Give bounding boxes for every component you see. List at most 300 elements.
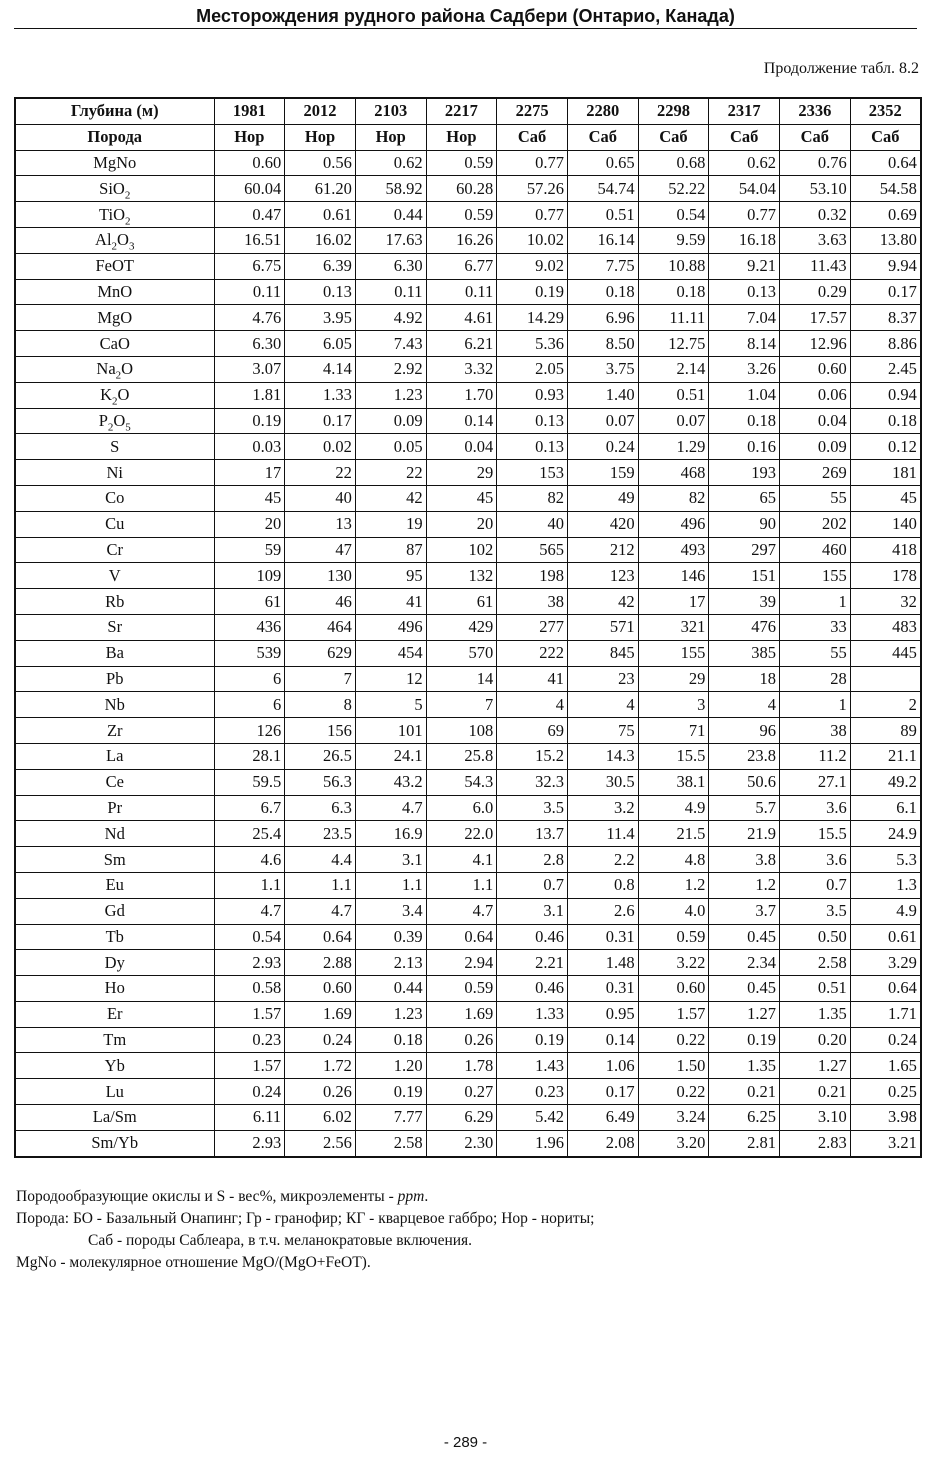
data-cell: 0.68 [638, 150, 709, 176]
data-cell: 55 [780, 485, 851, 511]
data-cell: 571 [567, 614, 638, 640]
data-cell: 52.22 [638, 176, 709, 202]
data-cell: 4.6 [214, 847, 285, 873]
data-cell: 8.14 [709, 331, 780, 357]
table-row [15, 356, 921, 382]
data-cell: 0.11 [355, 279, 426, 305]
depth-header-cell: 1981 [214, 98, 285, 124]
data-cell: 156 [285, 718, 356, 744]
data-cell: 1.57 [214, 1001, 285, 1027]
table-row [15, 563, 921, 589]
row-label: Ba [15, 640, 214, 666]
data-cell: 1.69 [285, 1001, 356, 1027]
row-label: La [15, 743, 214, 769]
data-cell: 82 [638, 485, 709, 511]
data-cell: 0.64 [850, 976, 921, 1002]
rock-header-cell: Саб [850, 124, 921, 150]
data-cell: 6.21 [426, 331, 497, 357]
table-row [15, 950, 921, 976]
data-cell: 0.16 [709, 434, 780, 460]
data-cell: 1.1 [426, 872, 497, 898]
row-label: Cu [15, 511, 214, 537]
data-cell: 0.13 [285, 279, 356, 305]
data-cell: 6.25 [709, 1105, 780, 1131]
data-cell: 7 [285, 666, 356, 692]
table-row [15, 1105, 921, 1131]
data-cell: 181 [850, 460, 921, 486]
data-cell: 12 [355, 666, 426, 692]
data-cell: 0.17 [850, 279, 921, 305]
data-cell: 153 [497, 460, 568, 486]
data-cell: 1.2 [638, 872, 709, 898]
row-label: Nb [15, 692, 214, 718]
data-cell: 20 [214, 511, 285, 537]
data-cell: 123 [567, 563, 638, 589]
data-cell: 0.13 [497, 408, 568, 434]
data-cell: 5.36 [497, 331, 568, 357]
data-cell: 3 [638, 692, 709, 718]
data-cell: 0.51 [638, 382, 709, 408]
data-cell: 0.11 [214, 279, 285, 305]
data-cell: 0.46 [497, 976, 568, 1002]
data-cell: 6.30 [355, 253, 426, 279]
data-cell: 4.7 [285, 898, 356, 924]
note-units [16, 1186, 916, 1208]
data-cell: 0.11 [426, 279, 497, 305]
data-cell: 0.44 [355, 202, 426, 228]
data-cell: 24.1 [355, 743, 426, 769]
data-cell: 4 [497, 692, 568, 718]
data-cell: 1.65 [850, 1053, 921, 1079]
data-cell: 0.61 [850, 924, 921, 950]
data-cell: 21.9 [709, 821, 780, 847]
depth-header-cell: 2317 [709, 98, 780, 124]
data-cell: 2.58 [780, 950, 851, 976]
data-cell: 1.48 [567, 950, 638, 976]
data-cell: 101 [355, 718, 426, 744]
table-row [15, 382, 921, 408]
data-cell: 0.77 [497, 202, 568, 228]
data-cell: 26.5 [285, 743, 356, 769]
data-cell: 3.26 [709, 356, 780, 382]
data-cell: 14.3 [567, 743, 638, 769]
data-cell: 39 [709, 589, 780, 615]
data-cell: 1.27 [709, 1001, 780, 1027]
data-cell: 1.40 [567, 382, 638, 408]
data-cell: 4.61 [426, 305, 497, 331]
row-label: CaO [15, 331, 214, 357]
data-cell: 0.59 [426, 150, 497, 176]
row-label: Gd [15, 898, 214, 924]
data-cell: 7.04 [709, 305, 780, 331]
row-label: Ce [15, 769, 214, 795]
row-label: MnO [15, 279, 214, 305]
data-cell: 0.59 [638, 924, 709, 950]
data-cell: 155 [638, 640, 709, 666]
table-row [15, 434, 921, 460]
data-cell: 9.02 [497, 253, 568, 279]
data-cell: 1.43 [497, 1053, 568, 1079]
data-cell: 0.54 [214, 924, 285, 950]
data-cell: 59 [214, 537, 285, 563]
data-cell: 420 [567, 511, 638, 537]
depth-header-cell: 2103 [355, 98, 426, 124]
row-label: Zr [15, 718, 214, 744]
data-cell: 0.64 [850, 150, 921, 176]
note-units-ppm: ppm [397, 1188, 425, 1205]
data-cell: 49.2 [850, 769, 921, 795]
table-row [15, 898, 921, 924]
row-label: Lu [15, 1079, 214, 1105]
table-row [15, 253, 921, 279]
data-cell: 6.1 [850, 795, 921, 821]
data-cell: 56.3 [285, 769, 356, 795]
data-cell: 0.21 [780, 1079, 851, 1105]
data-cell: 21.5 [638, 821, 709, 847]
data-cell: 14 [426, 666, 497, 692]
data-cell: 16.02 [285, 227, 356, 253]
data-cell: 1.35 [709, 1053, 780, 1079]
table-row [15, 795, 921, 821]
table-row [15, 614, 921, 640]
row-label: $P_2O_5$ [15, 408, 214, 434]
row-label: La/Sm [15, 1105, 214, 1131]
note-units-text: Породообразующие окислы и S - вес%, микроэлементы - [16, 1188, 398, 1205]
data-cell: 1.06 [567, 1053, 638, 1079]
data-cell: 58.92 [355, 176, 426, 202]
data-cell: 2.08 [567, 1130, 638, 1156]
data-cell: 6.3 [285, 795, 356, 821]
data-cell: 0.07 [638, 408, 709, 434]
data-cell: 43.2 [355, 769, 426, 795]
data-cell: 0.62 [709, 150, 780, 176]
data-cell: 45 [214, 485, 285, 511]
data-cell: 565 [497, 537, 568, 563]
data-cell: 57.26 [497, 176, 568, 202]
table-row [15, 511, 921, 537]
table-row [15, 150, 921, 176]
data-cell: 32 [850, 589, 921, 615]
data-cell: 0.56 [285, 150, 356, 176]
row-label: Nd [15, 821, 214, 847]
data-cell: 0.18 [638, 279, 709, 305]
data-cell: 0.07 [567, 408, 638, 434]
data-cell: 0.31 [567, 976, 638, 1002]
table-row [15, 692, 921, 718]
data-cell: 297 [709, 537, 780, 563]
data-cell: 16.51 [214, 227, 285, 253]
data-cell: 2.56 [285, 1130, 356, 1156]
data-cell: 1.50 [638, 1053, 709, 1079]
data-cell: 193 [709, 460, 780, 486]
data-cell: 0.22 [638, 1027, 709, 1053]
row-label: Sr [15, 614, 214, 640]
data-cell: 483 [850, 614, 921, 640]
data-cell: 0.64 [285, 924, 356, 950]
data-cell: 0.19 [709, 1027, 780, 1053]
data-cell: 2 [850, 692, 921, 718]
data-cell: 0.20 [780, 1027, 851, 1053]
row-label: MgO [15, 305, 214, 331]
rock-header-cell: Нор [426, 124, 497, 150]
table-row [15, 331, 921, 357]
data-cell: 60.28 [426, 176, 497, 202]
data-cell: 4.7 [214, 898, 285, 924]
row-label: Er [15, 1001, 214, 1027]
row-label: $Al_2O_3$ [15, 227, 214, 253]
data-cell: 6.0 [426, 795, 497, 821]
data-cell: 8.37 [850, 305, 921, 331]
data-cell: 45 [426, 485, 497, 511]
data-cell: 18 [709, 666, 780, 692]
table-row [15, 202, 921, 228]
data-cell: 0.18 [850, 408, 921, 434]
rock-header-label: Порода [15, 124, 214, 150]
data-cell: 16.26 [426, 227, 497, 253]
data-cell: 95 [355, 563, 426, 589]
table-row [15, 485, 921, 511]
data-cell: 0.44 [355, 976, 426, 1002]
data-cell: 4.92 [355, 305, 426, 331]
data-cell: 89 [850, 718, 921, 744]
data-cell: 7.43 [355, 331, 426, 357]
row-label: Tb [15, 924, 214, 950]
data-cell: 4 [567, 692, 638, 718]
data-cell: 61 [214, 589, 285, 615]
data-cell: 54.04 [709, 176, 780, 202]
table-row [15, 589, 921, 615]
table-row [15, 305, 921, 331]
data-cell: 0.76 [780, 150, 851, 176]
data-cell: 1.20 [355, 1053, 426, 1079]
data-cell: 9.94 [850, 253, 921, 279]
data-cell: 385 [709, 640, 780, 666]
data-cell: 0.93 [497, 382, 568, 408]
data-cell: 13.80 [850, 227, 921, 253]
data-cell: 17 [638, 589, 709, 615]
data-cell: 6.05 [285, 331, 356, 357]
data-cell: 321 [638, 614, 709, 640]
data-cell: 0.18 [355, 1027, 426, 1053]
data-cell: 0.46 [497, 924, 568, 950]
row-label: $Na_2O$ [15, 356, 214, 382]
row-label: Sm/Yb [15, 1130, 214, 1156]
rock-header-cell: Саб [638, 124, 709, 150]
data-cell: 3.1 [355, 847, 426, 873]
note-rock-abbreviations-cont: Саб - породы Саблеара, в т.ч. меланократовые включения. [88, 1232, 473, 1249]
data-cell: 28 [780, 666, 851, 692]
data-cell: 0.24 [567, 434, 638, 460]
data-cell: 1.2 [709, 872, 780, 898]
rock-header-cell: Саб [497, 124, 568, 150]
data-cell: 212 [567, 537, 638, 563]
data-cell: 0.24 [850, 1027, 921, 1053]
data-cell: 0.19 [355, 1079, 426, 1105]
data-cell: 2.58 [355, 1130, 426, 1156]
data-cell: 429 [426, 614, 497, 640]
data-cell: 496 [355, 614, 426, 640]
data-cell: 6.75 [214, 253, 285, 279]
depth-header-cell: 2298 [638, 98, 709, 124]
data-cell: 2.34 [709, 950, 780, 976]
depth-header-cell: 2336 [780, 98, 851, 124]
data-cell: 464 [285, 614, 356, 640]
data-cell: 0.8 [567, 872, 638, 898]
data-cell: 155 [780, 563, 851, 589]
data-cell: 28.1 [214, 743, 285, 769]
data-cell [850, 666, 921, 692]
data-cell: 1.69 [426, 1001, 497, 1027]
data-cell: 2.30 [426, 1130, 497, 1156]
data-cell: 0.09 [780, 434, 851, 460]
data-cell: 29 [638, 666, 709, 692]
data-cell: 15.2 [497, 743, 568, 769]
data-cell: 0.25 [850, 1079, 921, 1105]
data-cell: 22 [285, 460, 356, 486]
row-label: TiO$_2$ [15, 202, 214, 228]
data-cell: 0.17 [567, 1079, 638, 1105]
data-cell: 41 [355, 589, 426, 615]
data-cell: 5.3 [850, 847, 921, 873]
data-cell: 27.1 [780, 769, 851, 795]
data-cell: 3.32 [426, 356, 497, 382]
data-cell: 2.13 [355, 950, 426, 976]
data-cell: 46 [285, 589, 356, 615]
data-cell: 38 [780, 718, 851, 744]
data-cell: 0.59 [426, 976, 497, 1002]
data-cell: 13.7 [497, 821, 568, 847]
table-row [15, 176, 921, 202]
data-cell: 25.4 [214, 821, 285, 847]
data-cell: 11.4 [567, 821, 638, 847]
data-cell: 0.23 [214, 1027, 285, 1053]
rock-header-cell: Нор [285, 124, 356, 150]
row-label: Ho [15, 976, 214, 1002]
table-row [15, 1053, 921, 1079]
data-cell: 1.35 [780, 1001, 851, 1027]
data-cell: 0.31 [567, 924, 638, 950]
data-cell: 539 [214, 640, 285, 666]
data-cell: 3.63 [780, 227, 851, 253]
table-row [15, 872, 921, 898]
data-cell: 4.14 [285, 356, 356, 382]
data-cell: 11.11 [638, 305, 709, 331]
data-cell: 61.20 [285, 176, 356, 202]
data-cell: 8.86 [850, 331, 921, 357]
data-cell: 7.75 [567, 253, 638, 279]
table-row [15, 1027, 921, 1053]
data-cell: 629 [285, 640, 356, 666]
data-cell: 38.1 [638, 769, 709, 795]
data-cell: 454 [355, 640, 426, 666]
data-cell: 4.76 [214, 305, 285, 331]
data-cell: 0.7 [497, 872, 568, 898]
row-label: V [15, 563, 214, 589]
data-cell: 16.18 [709, 227, 780, 253]
table-row [15, 537, 921, 563]
data-cell: 0.77 [497, 150, 568, 176]
row-label: FeOT [15, 253, 214, 279]
data-cell: 3.29 [850, 950, 921, 976]
data-cell: 198 [497, 563, 568, 589]
data-cell: 1.27 [780, 1053, 851, 1079]
row-label: $K_2O$ [15, 382, 214, 408]
data-cell: 0.13 [709, 279, 780, 305]
data-cell: 1.71 [850, 1001, 921, 1027]
data-cell: 6.02 [285, 1105, 356, 1131]
data-cell: 0.02 [285, 434, 356, 460]
data-cell: 17.57 [780, 305, 851, 331]
data-cell: 2.93 [214, 950, 285, 976]
data-cell: 0.65 [567, 150, 638, 176]
data-cell: 17 [214, 460, 285, 486]
data-cell: 47 [285, 537, 356, 563]
data-cell: 54.74 [567, 176, 638, 202]
data-cell: 1.1 [214, 872, 285, 898]
data-cell: 10.88 [638, 253, 709, 279]
data-cell: 0.60 [285, 976, 356, 1002]
data-cell: 6.77 [426, 253, 497, 279]
data-cell: 14.29 [497, 305, 568, 331]
data-cell: 6.96 [567, 305, 638, 331]
data-cell: 25.8 [426, 743, 497, 769]
data-cell: 0.09 [355, 408, 426, 434]
data-cell: 0.18 [567, 279, 638, 305]
data-cell: 4.8 [638, 847, 709, 873]
data-cell: 5 [355, 692, 426, 718]
data-cell: 0.19 [497, 1027, 568, 1053]
data-cell: 38 [497, 589, 568, 615]
data-cell: 4.9 [850, 898, 921, 924]
page-number: - 289 - [443, 1434, 488, 1451]
data-cell: 130 [285, 563, 356, 589]
data-cell: 69 [497, 718, 568, 744]
data-cell: 0.17 [285, 408, 356, 434]
rock-header-cell: Саб [780, 124, 851, 150]
data-cell: 21.1 [850, 743, 921, 769]
data-cell: 3.75 [567, 356, 638, 382]
data-cell: 0.23 [497, 1079, 568, 1105]
data-cell: 0.94 [850, 382, 921, 408]
data-cell: 55 [780, 640, 851, 666]
depth-header-row [15, 98, 921, 124]
data-cell: 50.6 [709, 769, 780, 795]
data-cell: 178 [850, 563, 921, 589]
row-label: Pb [15, 666, 214, 692]
data-cell: 3.98 [850, 1105, 921, 1131]
data-cell: 3.2 [567, 795, 638, 821]
row-label: Tm [15, 1027, 214, 1053]
data-cell: 845 [567, 640, 638, 666]
table-body [15, 150, 921, 1157]
data-cell: 8 [285, 692, 356, 718]
data-cell: 1 [780, 692, 851, 718]
data-cell: 0.14 [567, 1027, 638, 1053]
data-cell: 30.5 [567, 769, 638, 795]
data-cell: 24.9 [850, 821, 921, 847]
data-cell: 3.4 [355, 898, 426, 924]
data-cell: 65 [709, 485, 780, 511]
table-row [15, 718, 921, 744]
depth-header-cell: 2352 [850, 98, 921, 124]
data-cell: 445 [850, 640, 921, 666]
data-cell: 0.19 [214, 408, 285, 434]
data-cell: 2.45 [850, 356, 921, 382]
table-row [15, 821, 921, 847]
data-cell: 6.11 [214, 1105, 285, 1131]
data-cell: 1.57 [638, 1001, 709, 1027]
data-cell: 9.59 [638, 227, 709, 253]
